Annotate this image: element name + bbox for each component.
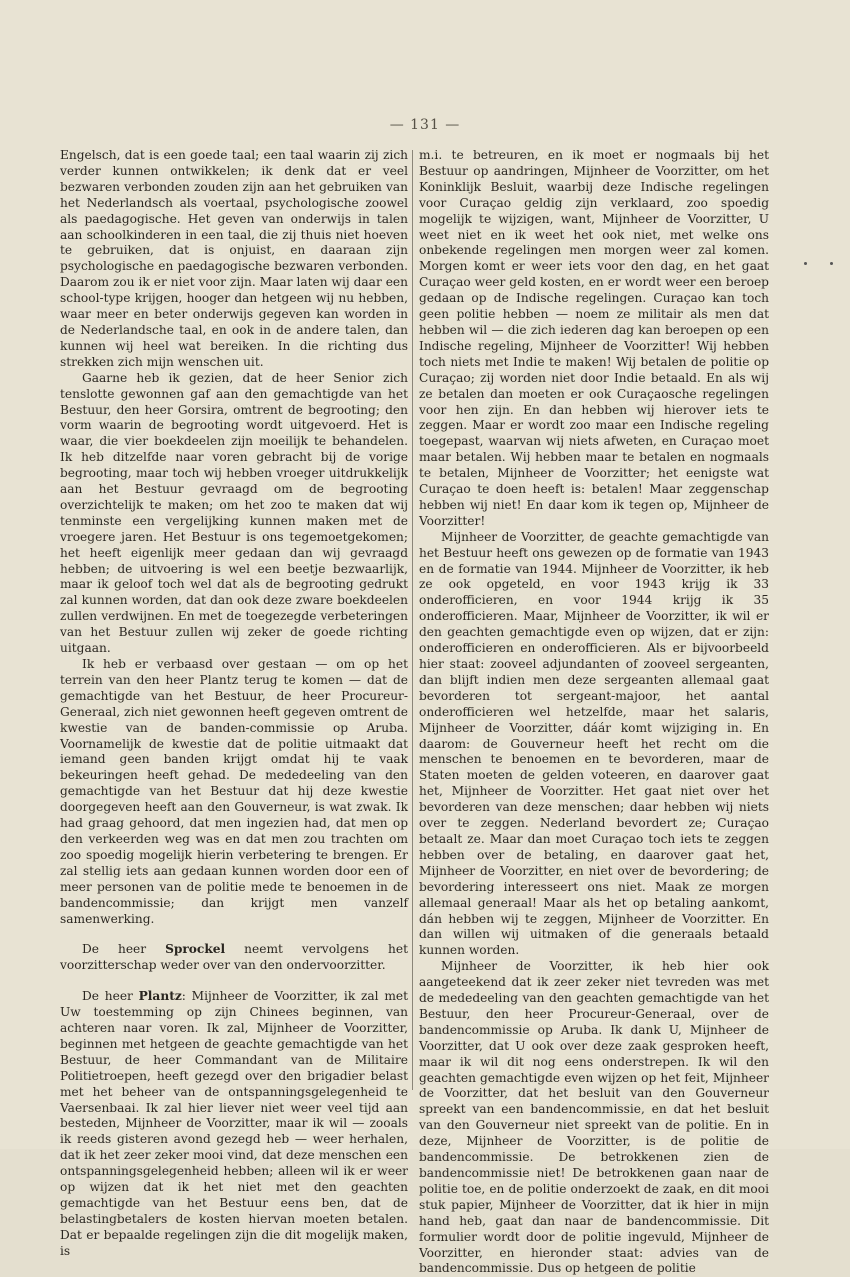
paragraph-text: neemt vervolgens het voorzitterschap weder over van den ondervoorzitter. [60,942,408,973]
page-number: — 131 — [389,117,461,133]
speaker-paragraph [60,989,408,1259]
paragraph: Ik heb er verbaasd over gestaan — om op het terrein van den heer Plantz terug te komen — dat de gemachtigde van het Bestuur, de heer Procureur-Generaal, zich niet gewonnen heeft gegeven omtrent de kwestie van de banden-commissie op Aruba. Voornamelijk de kwestie dat de politie uitmaakt dat iemand geen banden krijgt omdat hij te vaak bekeuringen heeft gehad. De mededeeling van den gemachtigde van het Bestuur dat hij deze kwestie doorgegeven heeft aan den Gouverneur, is wat zwak. Ik had graag gehoord, dat men ingezien had, dat men op den verkeerden weg was en dat men zou trachten om zoo spoedig mogelijk hierin verbetering te brengen. Er zal stellig iets aan gedaan kunnen worden door een of meer personen van de politie mede te benoemen in de bandencommissie; dan krijgt men vanzelf samenwerking. [60,657,408,926]
speaker-prefix: De heer [82,942,166,957]
margin-mark [830,262,833,265]
column-divider [412,150,413,1090]
speaker-name: Plantz [138,989,182,1004]
paragraph: Engelsch, dat is een goede taal; een taal waarin zij zich verder kunnen ontwikkelen; ik denk dat er veel bezwaren verbonden zouden zijn aan het gebruiken van het Nederlandsch als voertaal, psychologische zoowel als paedagogische. Het geven van onderwijs in talen aan schoolkinderen in een taal, die zij thuis niet hoeven te gebruiken, dat is onjuist, en daaraan zijn psychologische en paedagogische bezwaren verbonden. Daarom zou ik er niet voor zijn. Maar laten wij daar een school-type krijgen, hooger dan hetgeen wij nu hebben, waar meer en beter onderwijs gegeven kan worden in de Nederlandsche taal, en ook in de andere talen, dan kunnen wij heel wat bereiken. In die richting dus strekken zich mijn wenschen uit. [60,148,408,369]
paragraph: Mijnheer de Voorzitter, ik heb hier ook aangeteekend dat ik zeer zeker niet tevreden was met de mededeeling van den geachten gemachtigde van het Bestuur, den heer Procureur-Generaal, over de bandencommissie op Aruba. Ik dank U, Mijnheer de Voorzitter, dat U ook over deze zaak gesproken heeft, maar ik wil dit nog eens onderstrepen. Ik wil den geachten gemachtigde even wijzen op het feit, Mijnheer de Voorzitter, dat het besluit van den Gouverneur spreekt van een bandencommissie, en dat het besluit van den Gouverneur niet spreekt van de politie. En in deze, Mijnheer de Voorzitter, is de politie de bandencommissie. De betrokkenen zien de bandencommissie niet! De betrokkenen gaan naar de politie toe, en de politie onderzoekt de zaak, en dit mooi stuk papier, Mijnheer de Voorzitter, dat ik hier in mijn hand heb, gaat dan naar de bandencommissie. Dit formulier wordt door de politie ingevuld, Mijnheer de Voorzitter, en hieronder staat: advies van de bandencommissie. Dus op hetgeen de politie [419,959,769,1276]
margin-mark [804,262,807,265]
paragraph: Gaarne heb ik gezien, dat de heer Senior zich tenslotte gewonnen gaf aan den gemachtigde van het Bestuur, den heer Gorsira, omtrent de begrooting; den vorm waarin de begrooting wordt uitgevoerd. Het is waar, die vier boekdeelen zijn moeilijk te behandelen. Ik heb ditzelfde naar voren gebracht bij de vorige begrooting, maar toch wij hebben vroeger uitdrukkelijk aan het Bestuur gevraagd om de begrooting overzichtelijk te maken; om het zoo te maken dat wij tenminste een vergelijking kunnen maken met de vroegere jaren. Het Bestuur is ons tegemoetgekomen; het heeft eigenlijk meer gedaan dan wij gevraagd hebben; de uitvoering is wel een beetje bezwaarlijk, maar ik geloof toch wel dat als de begrooting gedrukt zal kunnen worden, dat dan ook deze zware boekdeelen zullen verdwijnen. En met de toegezegde verbeteringen van het Bestuur zullen wij zeker de goede richting uitgaan. [60,370,408,656]
paragraph: m.i. te betreuren, en ik moet er nogmaals bij het Bestuur op aandringen, Mijnheer de Voorzitter, om het Koninklijk Besluit, waarbij deze Indische regelingen voor Curaçao geldig zijn verklaard, zoo spoedig mogelijk te wijzigen, want, Mijnheer de Voorzitter, U weet niet en ik weet het ook niet, met welke ons onbekende regelingen men morgen weer zal komen. Morgen komt er weer iets voor den dag, en het gaat Curaçao weer geld kosten, en er wordt weer een beroep gedaan op de Indische regelingen. Curaçao kan toch geen politie hebben — noem ze militair als men dat hebben wil — die zich iederen dag kan beroepen op een Indische regeling, Mijnheer de Voorzitter! Wij hebben toch niets met Indie te maken! Wij betalen de politie op Curaçao; zij worden niet door Indie betaald. En als wij ze betalen dan moeten er ook Curaçaosche regelingen voor hen zijn. En dan hebben wij hierover iets te zeggen. Maar er wordt zoo maar een Indische regeling toegepast, waarvan wij niets afweten, en Curaçao moet maar betalen. Wij hebben maar te betalen en nogmaals te betalen, Mijnheer de Voorzitter; het eenigste wat Curaçao te doen heeft is: betalen! Maar zeggenschap hebben wij niet! En daar kom ik tegen op, Mijnheer de Voorzitter! [419,148,769,528]
left-column [60,148,408,1260]
paragraph-text: : Mijnheer de Voorzitter, ik zal met Uw toestemming op zijn Chinees beginnen, van achteren naar voren. Ik zal, Mijnheer de Voorzitter, beginnen met hetgeen de geachte gemachtigde van het Bestuur, de heer Commandant van de Militaire Politietroepen, heeft gezegd over den brigadier belast met het beheer van de ontspanningsgelegenheid te Vaersenbaai. Ik zal hier liever niet weer veel tijd aan besteden, Mijnheer de Voorzitter, maar ik wil — zooals ik reeds gisteren avond gezegd heb — weer herhalen, dat ik het zeer zeker mooi vind, dat deze menschen een ontspanningsgelegenheid hebben; alleen wil ik er weer op wijzen dat ik het niet met den geachten gemachtigde van het Bestuur eens ben, dat de belastingbetalers de kosten hiervan moeten betalen. Dat er bepaalde regelingen zijn die dit mogelijk maken, is [60,989,409,1258]
speaker-name: Sprockel [165,942,226,957]
speaker-paragraph [60,942,408,974]
paragraph: Mijnheer de Voorzitter, de geachte gemachtigde van het Bestuur heeft ons gewezen op de formatie van 1943 en de formatie van 1944. Mijnheer de Voorzitter, ik heb ze ook opgeteld, en voor 1943 krijg ik 33 onderofficieren, en voor 1944 krijg ik 35 onderofficieren. Maar, Mijnheer de Voorzitter, ik wil er den geachten gemachtigde even op wijzen, dat er zijn: onderofficieren en onderofficieren. Als er bijvoorbeeld hier staat: zooveel adjundanten of zooveel sergeanten, dan blijft indien men deze sergeanten allemaal gaat bevorderen tot sergeant-majoor, het aantal onderofficieren wel hetzelfde, maar het salaris, Mijnheer de Voorzitter, dáár komt wijziging in. En daarom: de Gouverneur heeft het recht om die menschen te benoemen en te bevorderen, maar de Staten moeten de gelden voteeren, en daarover gaat het, Mijnheer de Voorzitter. Het gaat niet over het bevorderen van deze menschen; daar hebben wij niets over te zeggen. Nederland bevordert ze; Curaçao betaalt ze. Maar dan moet Curaçao toch iets te zeggen hebben over de betaling, en daarover gaat het, Mijnheer de Voorzitter, en niet over de bevordering; de bevordering interesseert ons niet. Maak ze morgen allemaal generaal! Maar als het op betaling aankomt, dán hebben wij te zeggen, Mijnheer de Voorzitter. En dan willen wij uitmaken of die generaals betaald kunnen worden. [419,529,769,958]
right-column [419,148,769,1277]
speaker-prefix: De heer [82,989,139,1004]
